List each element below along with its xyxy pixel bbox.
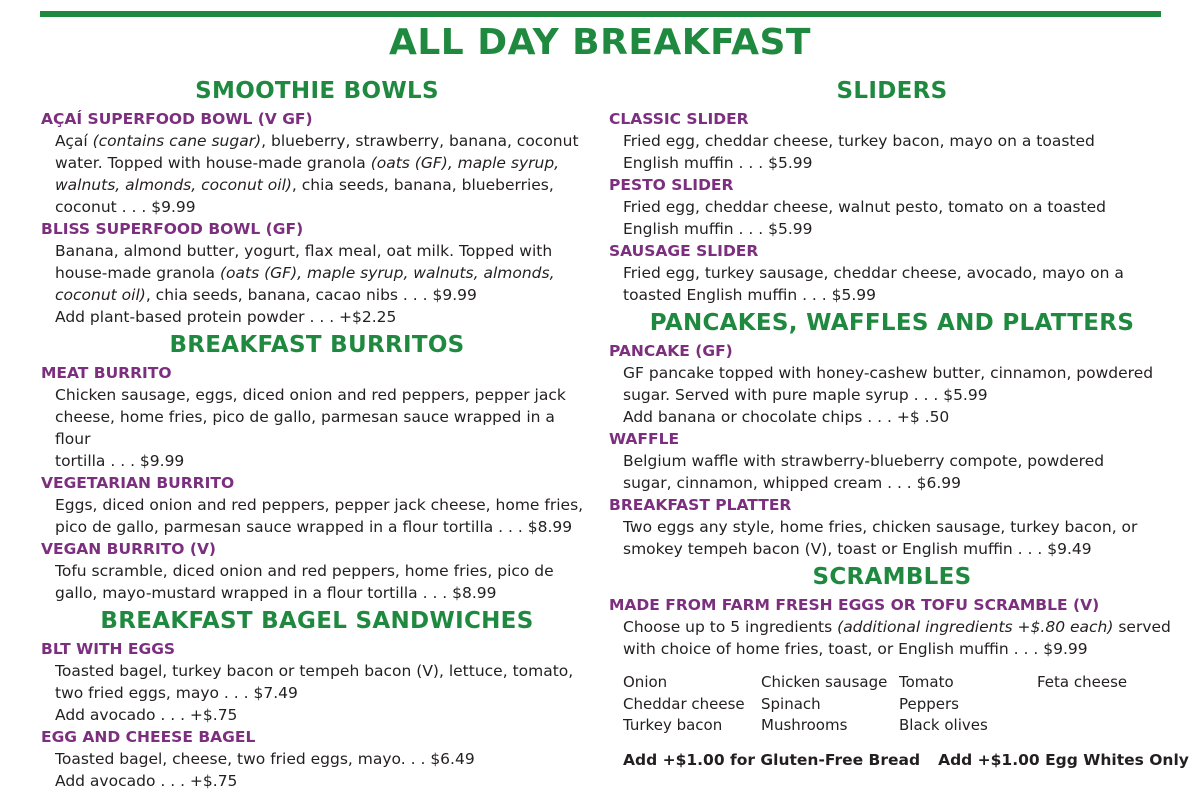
menu-item-name: BLT WITH EGGS xyxy=(41,640,176,658)
ingredient-option: Onion xyxy=(623,673,668,691)
menu-item-description-line xyxy=(623,516,1175,538)
menu-title: ALL DAY BREAKFAST xyxy=(389,22,811,63)
menu-item-name: MEAT BURRITO xyxy=(41,364,172,382)
section-heading: PANCAKES, WAFFLES AND PLATTERS xyxy=(649,310,1135,336)
menu-item-description-line xyxy=(55,516,593,538)
menu-item-description-line xyxy=(623,196,1175,218)
description-text: (additional ingredients +$.80 each) xyxy=(837,618,1114,636)
description-text: Tofu scramble, diced onion and red peppers, home fries, pico de xyxy=(55,562,554,580)
menu-item-name: BLISS SUPERFOOD BOWL (GF) xyxy=(41,220,304,238)
description-text: Belgium waffle with strawberry-blueberry compote, powdered xyxy=(623,452,1105,470)
section-smoothie-bowls xyxy=(41,74,593,328)
egg-whites-addon: Add +$1.00 Egg Whites Only xyxy=(938,750,1189,769)
menu-item-description-line xyxy=(55,704,593,726)
menu-item-description-line xyxy=(623,384,1175,406)
description-text: , chia seeds, banana, blueberries, xyxy=(291,176,554,194)
ingredient-option xyxy=(1037,694,1175,716)
menu-item-description-line xyxy=(55,660,593,682)
description-text: , chia seeds, banana, cacao nibs . . . $9.99 xyxy=(145,286,477,304)
menu-item-description-line xyxy=(55,130,593,152)
section-heading: SMOOTHIE BOWLS xyxy=(195,78,439,104)
description-text: house-made granola xyxy=(55,264,220,282)
description-text: GF pancake topped with honey-cashew butter, cinnamon, powdered xyxy=(623,364,1154,382)
description-text: walnuts, almonds, coconut oil) xyxy=(55,176,292,194)
menu-item-description-line xyxy=(55,494,593,516)
menu-item-description-line xyxy=(55,306,593,328)
menu-item xyxy=(609,174,1175,240)
left-column xyxy=(41,74,593,792)
description-text: Add plant-based protein powder . . . +$2.25 xyxy=(55,308,397,326)
menu-item-description-line xyxy=(623,362,1175,384)
description-text: cheese, home fries, pico de gallo, parmesan sauce wrapped in a flour xyxy=(55,408,555,448)
menu-item-description-line xyxy=(55,450,593,472)
section-scrambles xyxy=(609,560,1175,660)
description-text: Fried egg, turkey sausage, cheddar cheese, avocado, mayo on a xyxy=(623,264,1124,282)
description-text: English muffin . . . $5.99 xyxy=(623,220,813,238)
description-text: tortilla . . . $9.99 xyxy=(55,452,185,470)
menu-item-description-line xyxy=(55,560,593,582)
right-sections xyxy=(609,74,1175,660)
section-heading: SCRAMBLES xyxy=(812,564,972,590)
description-text: Toasted bagel, cheese, two fried eggs, mayo. . . $6.49 xyxy=(55,750,475,768)
menu-item-description-line xyxy=(55,384,593,406)
menu-item-description-line xyxy=(55,748,593,770)
description-text: water. Topped with house-made granola xyxy=(55,154,371,172)
section-sliders xyxy=(609,74,1175,306)
description-text: Chicken sausage, eggs, diced onion and red peppers, pepper jack xyxy=(55,386,566,404)
description-text: Banana, almond butter, yogurt, flax meal, oat milk. Topped with xyxy=(55,242,553,260)
ingredient-option: Tomato xyxy=(899,673,954,691)
description-text: Add avocado . . . +$.75 xyxy=(55,706,238,724)
menu-item-description-line xyxy=(623,130,1175,152)
description-text: sugar. Served with pure maple syrup . . . $5.99 xyxy=(623,386,988,404)
description-text: coconut . . . $9.99 xyxy=(55,198,196,216)
description-text: Fried egg, cheddar cheese, walnut pesto, tomato on a toasted xyxy=(623,198,1106,216)
description-text: (oats (GF), maple syrup, walnuts, almonds, xyxy=(219,264,555,282)
menu-item-name: PANCAKE (GF) xyxy=(609,342,733,360)
description-text: sugar, cinnamon, whipped cream . . . $6.99 xyxy=(623,474,962,492)
gluten-free-addon: Add +$1.00 for Gluten-Free Bread xyxy=(623,750,921,769)
menu-item-name: VEGETARIAN BURRITO xyxy=(41,474,235,492)
menu-item-description-line xyxy=(623,638,1175,660)
menu-item-description-line xyxy=(623,450,1175,472)
menu-item xyxy=(609,108,1175,174)
menu-item xyxy=(609,340,1175,428)
description-text: Add banana or chocolate chips . . . +$ .50 xyxy=(623,408,950,426)
menu-item-name: BREAKFAST PLATTER xyxy=(609,496,792,514)
menu-item xyxy=(609,494,1175,560)
menu-item xyxy=(609,594,1175,660)
menu-item xyxy=(41,538,593,604)
description-text: (contains cane sugar) xyxy=(92,132,262,150)
ingredient-option: Mushrooms xyxy=(761,716,848,734)
description-text: smokey tempeh bacon (V), toast or English muffin . . . $9.49 xyxy=(623,540,1092,558)
menu-item-name: EGG AND CHEESE BAGEL xyxy=(41,728,256,746)
scramble-ingredients-grid xyxy=(623,672,1175,737)
menu-item xyxy=(41,362,593,472)
description-text: Açaí xyxy=(55,132,93,150)
menu-item-name: WAFFLE xyxy=(609,430,680,448)
description-text: gallo, mayo-mustard wrapped in a flour tortilla . . . $8.99 xyxy=(55,584,497,602)
description-text: Fried egg, cheddar cheese, turkey bacon, mayo on a toasted xyxy=(623,132,1095,150)
menu-item-description-line xyxy=(623,406,1175,428)
menu-item xyxy=(41,638,593,726)
menu-item-description-line xyxy=(55,770,593,792)
section-heading: BREAKFAST BURRITOS xyxy=(169,332,465,358)
menu-item-name: AÇAÍ SUPERFOOD BOWL (V GF) xyxy=(41,110,313,128)
scramble-addons xyxy=(623,750,1189,769)
menu-item-description-line xyxy=(623,284,1175,306)
description-text: English muffin . . . $5.99 xyxy=(623,154,813,172)
ingredient-option: Cheddar cheese xyxy=(623,694,745,713)
section-heading: BREAKFAST BAGEL SANDWICHES xyxy=(100,608,534,634)
menu-item-description-line xyxy=(623,262,1175,284)
description-text: with choice of home fries, toast, or English muffin . . . $9.99 xyxy=(623,640,1088,658)
menu-item xyxy=(41,726,593,792)
section-heading: SLIDERS xyxy=(836,78,948,104)
menu-item-name: MADE FROM FARM FRESH EGGS OR TOFU SCRAMBLE (V) xyxy=(609,596,1100,614)
description-text: pico de gallo, parmesan sauce wrapped in a flour tortilla . . . $8.99 xyxy=(55,518,573,536)
menu-item-name: PESTO SLIDER xyxy=(609,176,734,194)
ingredient-option xyxy=(1037,715,1175,737)
menu-item xyxy=(609,428,1175,494)
ingredient-option: Black olives xyxy=(899,716,988,734)
menu-item-description-line xyxy=(55,682,593,704)
description-text: two fried eggs, mayo . . . $7.49 xyxy=(55,684,298,702)
ingredient-option: Chicken sausage xyxy=(761,673,888,691)
description-text: Choose up to 5 ingredients xyxy=(623,618,838,636)
description-text: served xyxy=(1113,618,1171,636)
menu-item-description-line xyxy=(55,240,593,262)
menu-item xyxy=(41,218,593,328)
menu-item-description-line xyxy=(55,152,593,174)
menu-item xyxy=(41,472,593,538)
menu-item-description-line xyxy=(623,538,1175,560)
menu-item-description-line xyxy=(623,152,1175,174)
ingredient-option: Feta cheese xyxy=(1037,673,1128,691)
right-column xyxy=(609,74,1189,769)
description-text: (oats (GF), maple syrup, xyxy=(370,154,560,172)
description-text: Eggs, diced onion and red peppers, pepper jack cheese, home fries, xyxy=(55,496,584,514)
description-text: coconut oil) xyxy=(55,286,146,304)
menu-item xyxy=(609,240,1175,306)
menu-item-description-line xyxy=(55,284,593,306)
description-text: Toasted bagel, turkey bacon or tempeh bacon (V), lettuce, tomato, xyxy=(55,662,574,680)
section-breakfast-burritos xyxy=(41,328,593,604)
menu-item-description-line xyxy=(55,262,593,284)
menu-item-description-line xyxy=(623,472,1175,494)
menu-item-description-line xyxy=(55,196,593,218)
ingredient-option: Spinach xyxy=(761,694,821,713)
menu-item-description-line xyxy=(55,582,593,604)
menu-item-description-line xyxy=(623,616,1175,638)
menu-item-name: CLASSIC SLIDER xyxy=(609,110,749,128)
ingredient-option: Peppers xyxy=(899,694,959,713)
description-text: , blueberry, strawberry, banana, coconut xyxy=(261,132,579,150)
menu-item-name: VEGAN BURRITO (V) xyxy=(41,540,217,558)
menu-item-name: SAUSAGE SLIDER xyxy=(609,242,759,260)
menu-item-description-line xyxy=(55,406,593,450)
section-pancakes-waffles-and-platters xyxy=(609,306,1175,560)
description-text: toasted English muffin . . . $5.99 xyxy=(623,286,877,304)
section-breakfast-bagel-sandwiches xyxy=(41,604,593,792)
description-text: Two eggs any style, home fries, chicken sausage, turkey bacon, or xyxy=(623,518,1138,536)
menu-item-description-line xyxy=(55,174,593,196)
ingredient-option: Turkey bacon xyxy=(623,716,723,734)
top-rule xyxy=(40,11,1161,17)
menu-item-description-line xyxy=(623,218,1175,240)
description-text: Add avocado . . . +$.75 xyxy=(55,772,238,790)
menu-item xyxy=(41,108,593,218)
